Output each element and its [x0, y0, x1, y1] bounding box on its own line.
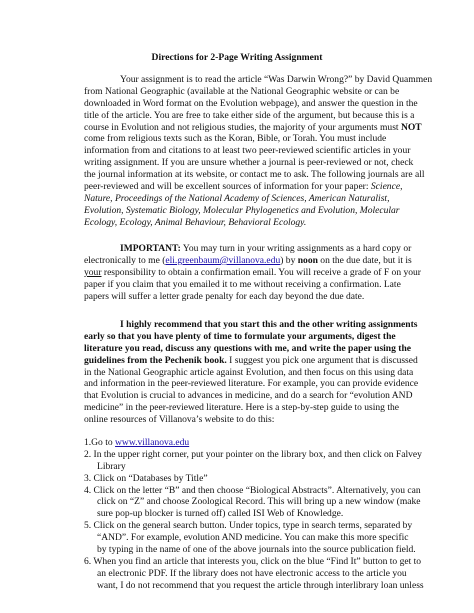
bold-text: guidelines from the Pechenik book.	[84, 354, 227, 366]
text-line: in the National Geographic article against Evolution, and then focus on this using data	[84, 366, 414, 378]
text-line	[84, 266, 421, 279]
journal-list-line	[84, 193, 410, 205]
text-line	[84, 354, 418, 367]
text-line	[84, 343, 410, 355]
text-run: You may turn in your writing assignments as a hard copy or	[180, 243, 412, 254]
text-line: papers will suffer a letter grade penalty for each day beyond the due date.	[84, 290, 365, 302]
text-run: 1.Go to	[84, 437, 116, 448]
text-line: and information in the peer-reviewed literature. For example, you can provide evidence	[84, 378, 419, 390]
list-item-continuation: “AND”. For example, evolution AND medicine. You can make this more specific	[97, 532, 409, 544]
text-line: Your assignment is to read the article “Was Darwin Wrong?” by David Quammen	[120, 74, 433, 85]
list-item: 6. When you find an article that interests you, click on the blue “Find It” button to get to	[84, 555, 422, 567]
underlined-your: your	[84, 266, 102, 278]
list-item-continuation: an electronic PDF. If the library does not have electronic access to the article you	[97, 567, 407, 579]
text-line	[84, 255, 410, 267]
paragraph-recommendation	[84, 319, 419, 426]
journal-list: Evolution, Systematic Biology, Molecular Phylogenetics and Evolution, Molecular	[84, 204, 400, 216]
journal-list-line	[84, 217, 410, 229]
journal-list: Ecology, Ecology, Animal Behaviour, Behavioral Ecology.	[84, 216, 307, 228]
text-line: paper if you claim that you emailed it to me without receiving a confirmation. Late	[84, 278, 401, 290]
text-line: that Evolution is crucial to advances in medicine, and do a search for “evolution AND	[84, 390, 413, 402]
list-item-continuation: Library	[97, 460, 126, 472]
paragraph-important	[84, 243, 421, 302]
email-link[interactable]: eli.greenbaum@villanova.edu	[165, 254, 281, 266]
text-line	[84, 121, 422, 134]
text-line: come from religious texts such as the Koran, Bible, or Torah. You must include	[84, 133, 387, 145]
text-line: title of the article. You are free to take either side of the argument, but because this is a	[84, 109, 415, 121]
bold-text: early so that you have plenty of time to formulate your arguments, digest the	[84, 330, 396, 342]
bold-not: NOT	[400, 121, 422, 133]
list-item: 2. In the upper right corner, put your pointer on the library box, and then click on Falvey	[84, 448, 422, 460]
villanova-link[interactable]: www.villanova.edu	[115, 437, 190, 448]
journal-list-line	[84, 205, 410, 217]
list-item	[84, 437, 414, 449]
important-label: IMPORTANT:	[120, 243, 181, 254]
journal-science: Science	[370, 181, 401, 193]
list-item: 4. Click on the letter “B” and then choose “Biological Abstracts”. Alternatively, you can	[84, 484, 421, 496]
list-item-continuation: sure pop-up blocker is turned off) called ISI Web of Knowledge.	[97, 508, 344, 520]
text-run: I suggest you pick one argument that is discussed	[226, 354, 418, 366]
text-line: downloaded in Word format on the Evolution webpage), and answer the question in the	[84, 97, 418, 109]
list-item-continuation: click on “Z” and choose Zoological Record. This will bring up a new window (make	[97, 496, 421, 508]
text-line: writing assignment. If you are unsure whether a journal is peer-reviewed or not, check	[84, 157, 414, 169]
text-line: the journal information at its website, or contact me to ask. The following journals are all	[84, 169, 425, 181]
text-line: information from and citations to at least two peer-reviewed scientific articles in your	[84, 145, 411, 157]
journal-list: Nature, Proceedings of the National Academy of Sciences, American Naturalist,	[84, 192, 390, 204]
text-run: peer-reviewed and will be excellent sources of information for your paper:	[84, 181, 371, 193]
text-line: online resources of Villanova’s website to do this:	[84, 414, 275, 426]
text-run: ,	[400, 181, 403, 193]
text-run: on the due date, but it is	[317, 254, 412, 266]
text-run: electronically to me (	[84, 254, 166, 266]
text-line: medicine” in the peer-reviewed literature. Here is a step-by-step guide to using the	[84, 402, 400, 414]
list-item: 3. Click on “Databases by Title”	[84, 472, 208, 484]
text-run: course in Evolution and not religious studies, the majority of your arguments must	[84, 121, 401, 133]
document-title: Directions for 2-Page Writing Assignment	[151, 52, 323, 63]
text-run: responsibility to obtain a confirmation email. You will receive a grade of F on your	[101, 266, 421, 278]
text-line	[84, 319, 418, 331]
list-item-continuation: want, I do not recommend that you request the article through interlibrary loan unless	[97, 579, 424, 591]
paragraph-assignment	[84, 74, 433, 229]
text-line: from National Geographic (available at the National Geographic website or can be	[84, 85, 400, 97]
list-item: 5. Click on the general search button. Under topics, type in search terms, separated by	[84, 520, 413, 532]
text-line	[84, 181, 410, 193]
text-line	[84, 243, 410, 255]
step-list	[84, 437, 424, 592]
bold-text: I highly recommend that you start this and the other writing assignments	[120, 319, 418, 330]
text-line	[84, 331, 410, 343]
text-run: ) by	[280, 254, 298, 266]
bold-text: literature you read, discuss any questions with me, and write the paper using the	[84, 342, 412, 354]
bold-noon: noon	[297, 254, 318, 266]
list-item-continuation: by typing in the name of one of the above journals into the source publication field.	[97, 544, 416, 556]
